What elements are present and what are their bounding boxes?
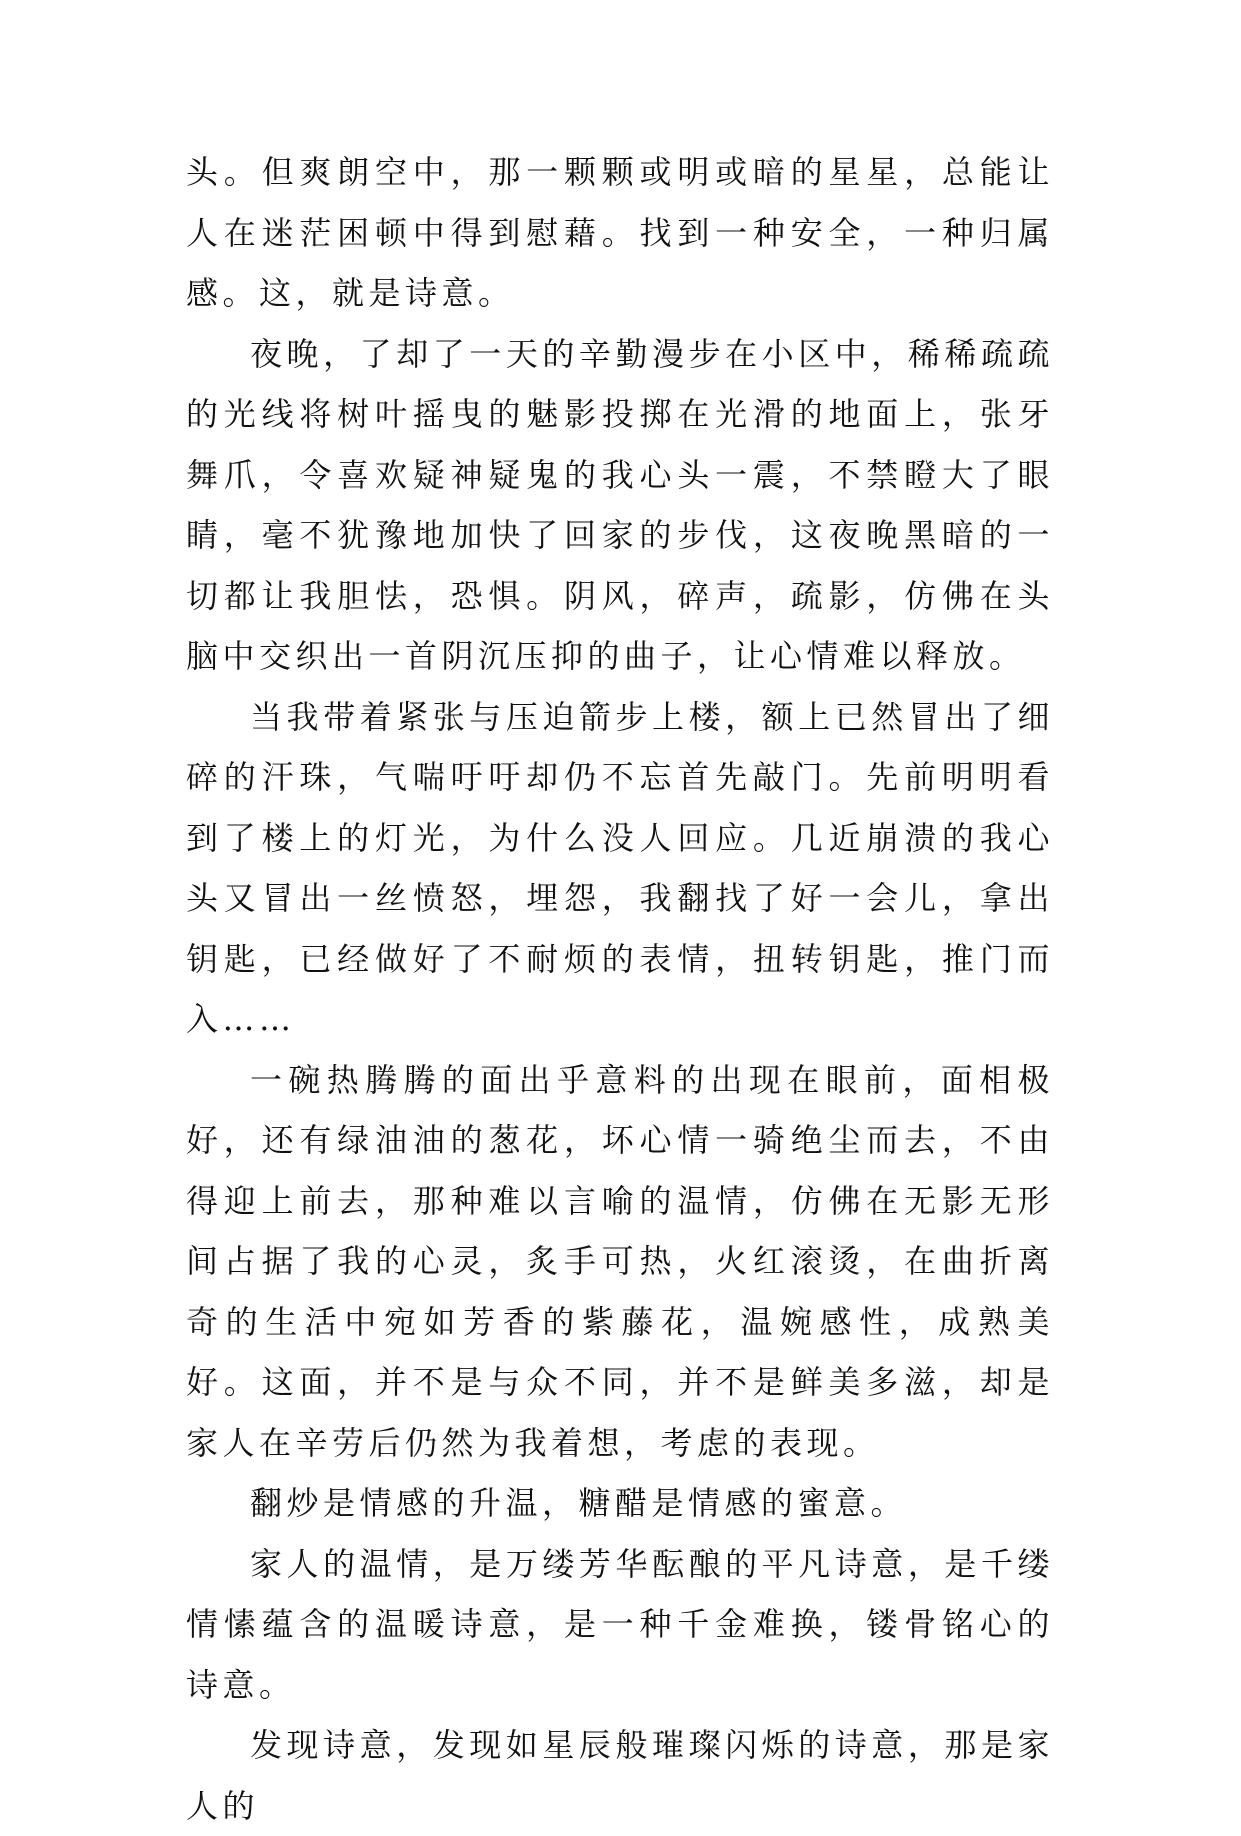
- paragraph-5: 翻炒是情感的升温，糖醋是情感的蜜意。: [250, 1484, 908, 1522]
- paragraph-6: 家人的温情，是万缕芳华酝酿的平凡诗意，是千缕情愫蕴含的温暖诗意，是一种千金难换，镂骨铭心的诗意。: [186, 1544, 1054, 1704]
- paragraph-3: 当我带着紧张与压迫箭步上楼，额上已然冒出了细碎的汗珠，气喘吁吁却仍不忘首先敲门。先前明明看到了楼上的灯光，为什么没人回应。几近崩溃的我心头又冒出一丝愤怒，埋怨，我翻找了好一会儿，拿出钥匙，已经做好了不耐烦的表情，扭转钥匙，推门而入……: [186, 697, 1054, 1038]
- paragraph-7: 发现诗意，发现如星辰般璀璨闪烁的诗意，那是家人的: [186, 1726, 1054, 1825]
- paragraph-2: 夜晚，了却了一天的辛勤漫步在小区中，稀稀疏疏的光线将树叶摇曳的魅影投掷在光滑的地面上，张牙舞爪，令喜欢疑神疑鬼的我心头一震，不禁瞪大了眼睛，毫不犹豫地加快了回家的步伐，这夜晚黑暗的一切都让我胆怯，恐惧。阴风，碎声，疏影，仿佛在头脑中交织出一首阴沉压抑的曲子，让心情难以释放。: [186, 334, 1054, 675]
- document-page: [186, 142, 1054, 1836]
- paragraph-4: 一碗热腾腾的面出乎意料的出现在眼前，面相极好，还有绿油油的葱花，坏心情一骑绝尘而去，不由得迎上前去，那种难以言喻的温情，仿佛在无影无形间占据了我的心灵，炙手可热，火红滚烫，在曲折离奇的生活中宛如芳香的紫藤花，温婉感性，成熟美好。这面，并不是与众不同，并不是鲜美多滋，却是家人在辛劳后仍然为我着想，考虑的表现。: [186, 1060, 1054, 1462]
- paragraph-1: 头。但爽朗空中，那一颗颗或明或暗的星星，总能让人在迷茫困顿中得到慰藉。找到一种安全，一种归属感。这，就是诗意。: [186, 153, 1054, 312]
